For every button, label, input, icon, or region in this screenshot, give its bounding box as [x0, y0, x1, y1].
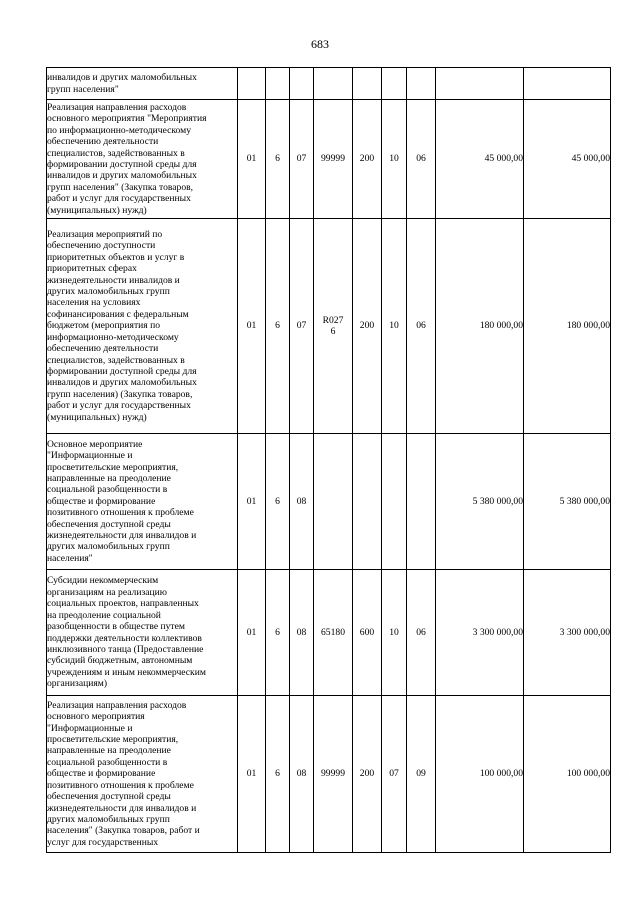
description-line: софинансирования с федеральным	[47, 308, 189, 320]
description-line: населения на условиях	[47, 297, 141, 309]
row-description	[47, 100, 238, 219]
code-expense-type-cell	[353, 68, 382, 100]
code-program-cell: 6	[266, 696, 290, 853]
code-subprogram-cell: 08	[290, 696, 314, 853]
code-section-cell: 10	[382, 100, 407, 219]
page-number: 683	[311, 37, 329, 51]
description-line: инвалидов и других маломобильных	[47, 377, 197, 389]
description-line: просветительские мероприятия,	[47, 734, 179, 746]
code-subsection-cell: 06	[407, 570, 436, 696]
description-line: по информационно-методическому	[47, 124, 192, 136]
description-line: (муниципальных) нужд)	[47, 411, 147, 423]
amount-cell-1: 5 380 000,00	[436, 434, 524, 570]
code-direction-cell	[314, 434, 353, 570]
description-line: социальной разобщенности в	[47, 756, 168, 768]
description-line: других маломобильных групп	[47, 541, 170, 553]
table-row	[47, 434, 611, 570]
row-description	[47, 219, 238, 434]
code-subsection-cell: 06	[407, 219, 436, 434]
code-section-cell: 10	[382, 570, 407, 696]
code-ministry-cell: 01	[238, 219, 266, 434]
description-line: групп населения"	[47, 83, 119, 95]
description-line: бюджетом (мероприятия по	[47, 320, 161, 332]
description-line: информационно-методическому	[47, 331, 179, 343]
table-row	[47, 696, 611, 853]
code-program-cell: 6	[266, 219, 290, 434]
description-line: позитивного отношения к проблеме	[47, 507, 194, 519]
description-line: жизнедеятельности инвалидов и	[47, 274, 180, 286]
description-line: обеспечению деятельности	[47, 343, 159, 355]
code-section-cell: 10	[382, 219, 407, 434]
code-ministry-cell: 01	[238, 696, 266, 853]
code-expense-type-cell: 200	[353, 100, 382, 219]
description-line: обществе и формирование	[47, 768, 156, 780]
description-line: позитивного отношения к проблеме	[47, 779, 194, 791]
description-line: Реализация направления расходов	[47, 101, 187, 113]
description-line: обеспечения доступной среды	[47, 518, 171, 530]
code-direction-cell: 65180	[314, 570, 353, 696]
description-line: населения" (Закупка товаров, работ и	[47, 825, 200, 837]
description-line: Основное мероприятие	[47, 438, 143, 450]
code-subsection-cell: 06	[407, 100, 436, 219]
description-line: Субсидии некоммерческим	[47, 575, 159, 587]
row-description	[47, 68, 238, 100]
code-subprogram-cell	[290, 68, 314, 100]
description-line: (муниципальных) нужд)	[47, 204, 147, 216]
description-line: инвалидов и других маломобильных	[47, 170, 197, 182]
description-line: формировании доступной среды для	[47, 159, 197, 170]
table-row	[47, 219, 611, 434]
description-line: услуг для государственных	[47, 836, 159, 848]
code-subsection-cell	[407, 68, 436, 100]
code-expense-type-cell	[353, 434, 382, 570]
code-subprogram-cell: 08	[290, 434, 314, 570]
description-line: других маломобильных групп	[47, 813, 170, 825]
description-line: Реализация направления расходов	[47, 699, 187, 711]
description-line: населения"	[47, 552, 93, 564]
description-line: жизнедеятельности для инвалидов и	[47, 530, 197, 542]
description-line: обеспечению деятельности	[47, 136, 159, 148]
description-line: обеспечения доступной среды	[47, 791, 171, 803]
budget-table	[46, 67, 611, 853]
description-line: приоритетных объектов и услуг в	[47, 251, 185, 263]
code-subsection-cell	[407, 434, 436, 570]
code-direction-cell	[314, 68, 353, 100]
description-line: направленные на преодоление	[47, 745, 171, 757]
description-line: основного мероприятия	[47, 711, 145, 723]
amount-cell-1: 45 000,00	[436, 100, 524, 219]
description-line: субсидий бюджетным, автономным	[47, 655, 193, 667]
code-section-cell: 07	[382, 696, 407, 853]
code-subprogram-cell: 08	[290, 570, 314, 696]
description-line: направленные на преодоление	[47, 472, 171, 484]
description-line: основного мероприятия "Мероприятия	[47, 113, 207, 125]
description-line: специалистов, задействованных в	[47, 147, 185, 159]
description-line: социальной разобщенности в	[47, 484, 168, 496]
table-row	[47, 570, 611, 696]
description-line: специалистов, задействованных в	[47, 354, 185, 366]
description-line: просветительские мероприятия,	[47, 461, 179, 473]
code-direction-cell: 99999	[314, 696, 353, 853]
code-ministry-cell	[238, 68, 266, 100]
amount-cell-1: 180 000,00	[436, 219, 524, 434]
description-line: групп населения" (Закупка товаров,	[47, 181, 194, 193]
description-line: на преодоление социальной	[47, 609, 161, 621]
code-program-cell	[266, 68, 290, 100]
amount-cell-1: 100 000,00	[436, 696, 524, 853]
row-description	[47, 696, 238, 853]
amount-cell-2: 5 380 000,00	[524, 434, 611, 570]
description-line: других маломобильных групп	[47, 286, 170, 298]
description-line: инклюзивного танца (Предоставление	[47, 643, 204, 655]
description-line: поддержки деятельности коллективов	[47, 632, 202, 644]
row-description	[47, 570, 238, 696]
description-line: социальных проектов, направленных	[47, 598, 199, 610]
description-line: организациям)	[47, 678, 108, 690]
row-description	[47, 434, 238, 570]
amount-cell-2: 3 300 000,00	[524, 570, 611, 696]
code-subprogram-cell: 07	[290, 100, 314, 219]
description-line: обществе и формирование	[47, 495, 156, 507]
code-ministry-cell: 01	[238, 570, 266, 696]
amount-cell-2: 180 000,00	[524, 219, 611, 434]
code-ministry-cell: 01	[238, 100, 266, 219]
description-line: групп населения) (Закупка товаров,	[47, 388, 193, 400]
code-section-cell	[382, 68, 407, 100]
description-line: приоритетных сферах	[47, 263, 137, 275]
code-section-cell	[382, 434, 407, 570]
code-program-cell: 6	[266, 570, 290, 696]
description-line: работ и услуг для государственных	[47, 193, 191, 205]
description-line: Реализация мероприятий по	[47, 229, 163, 241]
description-line: учреждениям и иным некоммерческим	[47, 666, 206, 678]
amount-cell-2	[524, 68, 611, 100]
code-direction-cell	[314, 219, 353, 434]
code-subprogram-cell: 07	[290, 219, 314, 434]
description-line: жизнедеятельности для инвалидов и	[47, 802, 197, 814]
code-subsection-cell: 09	[407, 696, 436, 853]
code-expense-type-cell: 200	[353, 219, 382, 434]
code-program-cell: 6	[266, 434, 290, 570]
amount-cell-1: 3 300 000,00	[436, 570, 524, 696]
table-row	[47, 68, 611, 100]
amount-cell-2: 100 000,00	[524, 696, 611, 853]
description-line: разобщенности в обществе путем	[47, 621, 185, 633]
code-line: R027	[322, 314, 344, 326]
description-line: "Информационные и	[47, 450, 133, 462]
code-line: 6	[330, 326, 336, 337]
code-expense-type-cell: 600	[353, 570, 382, 696]
amount-cell-2: 45 000,00	[524, 100, 611, 219]
table-row	[47, 100, 611, 219]
code-expense-type-cell: 200	[353, 696, 382, 853]
description-line: организациям на реализацию	[47, 586, 167, 598]
description-line: "Информационные и	[47, 722, 133, 734]
amount-cell-1	[436, 68, 524, 100]
description-line: обеспечению доступности	[47, 240, 156, 252]
description-line: инвалидов и других маломобильных	[47, 72, 197, 84]
description-line: работ и услуг для государственных	[47, 400, 191, 412]
code-direction-cell: 99999	[314, 100, 353, 219]
code-program-cell: 6	[266, 100, 290, 219]
description-line: формировании доступной среды для	[47, 365, 197, 377]
code-ministry-cell: 01	[238, 434, 266, 570]
